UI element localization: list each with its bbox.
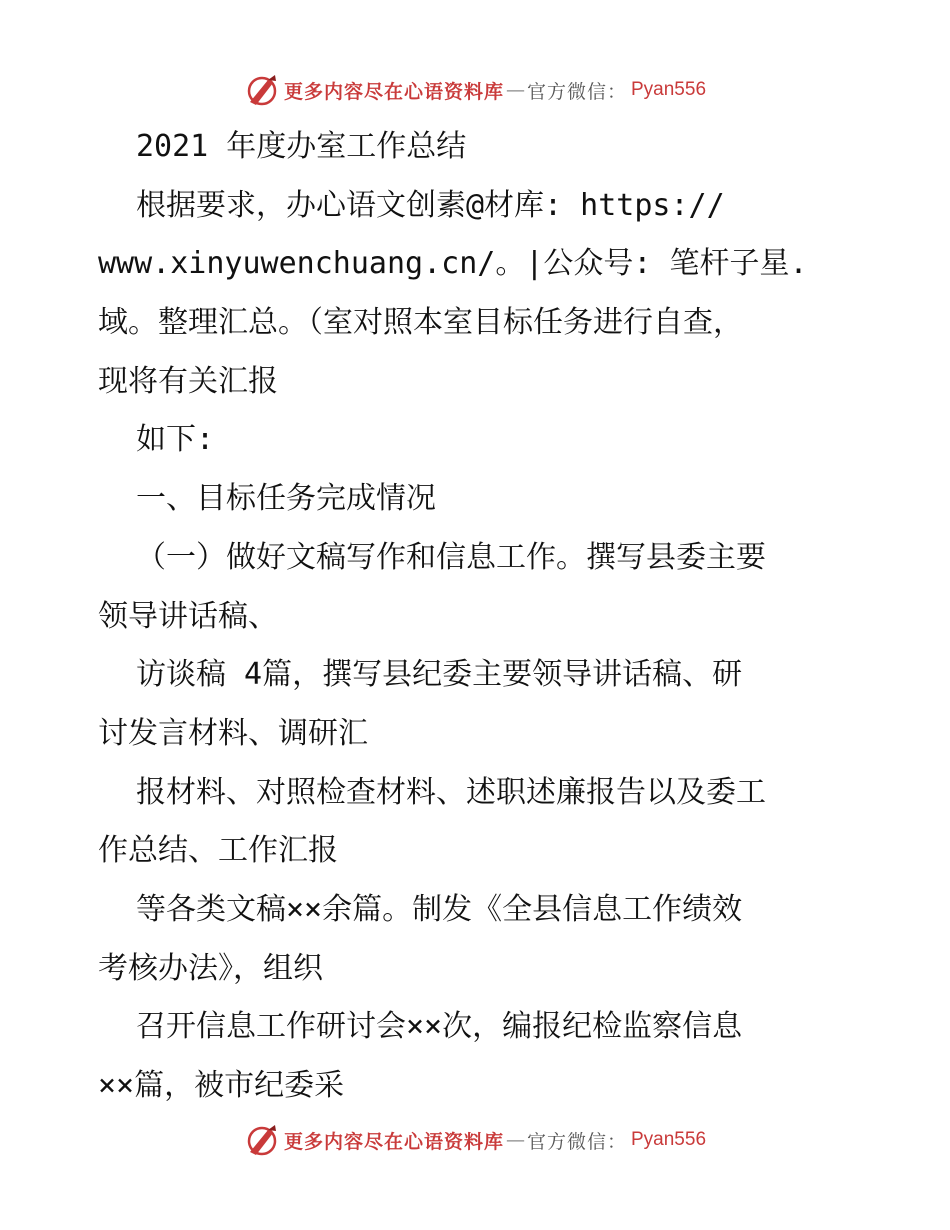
header-watermark-banner [0,70,950,110]
banner-main-text: 更多内容尽在心语资料库 [283,1130,504,1153]
document-title: 2021 年度办室工作总结 [136,129,467,164]
banner-main-text: 更多内容尽在心语资料库 [283,80,504,103]
banner-separator: — [505,1129,525,1151]
banner-sub-text: 官方微信： [526,80,627,103]
text-line: 如下: [136,422,215,458]
text-line: 领导讲话稿、 [98,598,278,634]
text-line: 现将有关汇报 [98,363,278,399]
banner-wechat-id: Pyan556 [631,79,707,100]
pen-logo-icon [244,1122,280,1158]
text-line: 等各类文稿××余篇。制发《全县信息工作绩效 [136,891,743,927]
section-heading: 一、目标任务完成情况 [136,481,436,517]
text-line: 讨发言材料、调研汇 [98,715,368,751]
text-line: www.xinyuwenchuang.cn/。|公众号: 笔杆子星. [98,246,808,282]
banner-separator: — [505,79,525,101]
text-line: 访谈稿 4篇，撰写县纪委主要领导讲话稿、研 [136,657,743,693]
text-line: ××篇，被市纪委采 [98,1068,345,1103]
banner-sub-text: 官方微信： [526,1130,627,1153]
pen-logo-icon [244,72,280,108]
text-line: 域。整理汇总。（室对照本室目标任务进行自查， [98,305,743,341]
footer-watermark-banner [0,1120,950,1160]
text-line: 根据要求，办心语文创素@材库: https:// [136,187,725,223]
text-line: 考核办法》，组织 [98,950,323,986]
text-line: 作总结、工作汇报 [98,833,338,869]
text-line: （一）做好文稿写作和信息工作。撰写县委主要 [136,539,766,575]
text-line: 召开信息工作研讨会××次，编报纪检监察信息 [136,1009,743,1045]
text-line: 报材料、对照检查材料、述职述廉报告以及委工 [136,774,766,810]
banner-wechat-id: Pyan556 [631,1129,707,1150]
document-body [98,118,858,1116]
